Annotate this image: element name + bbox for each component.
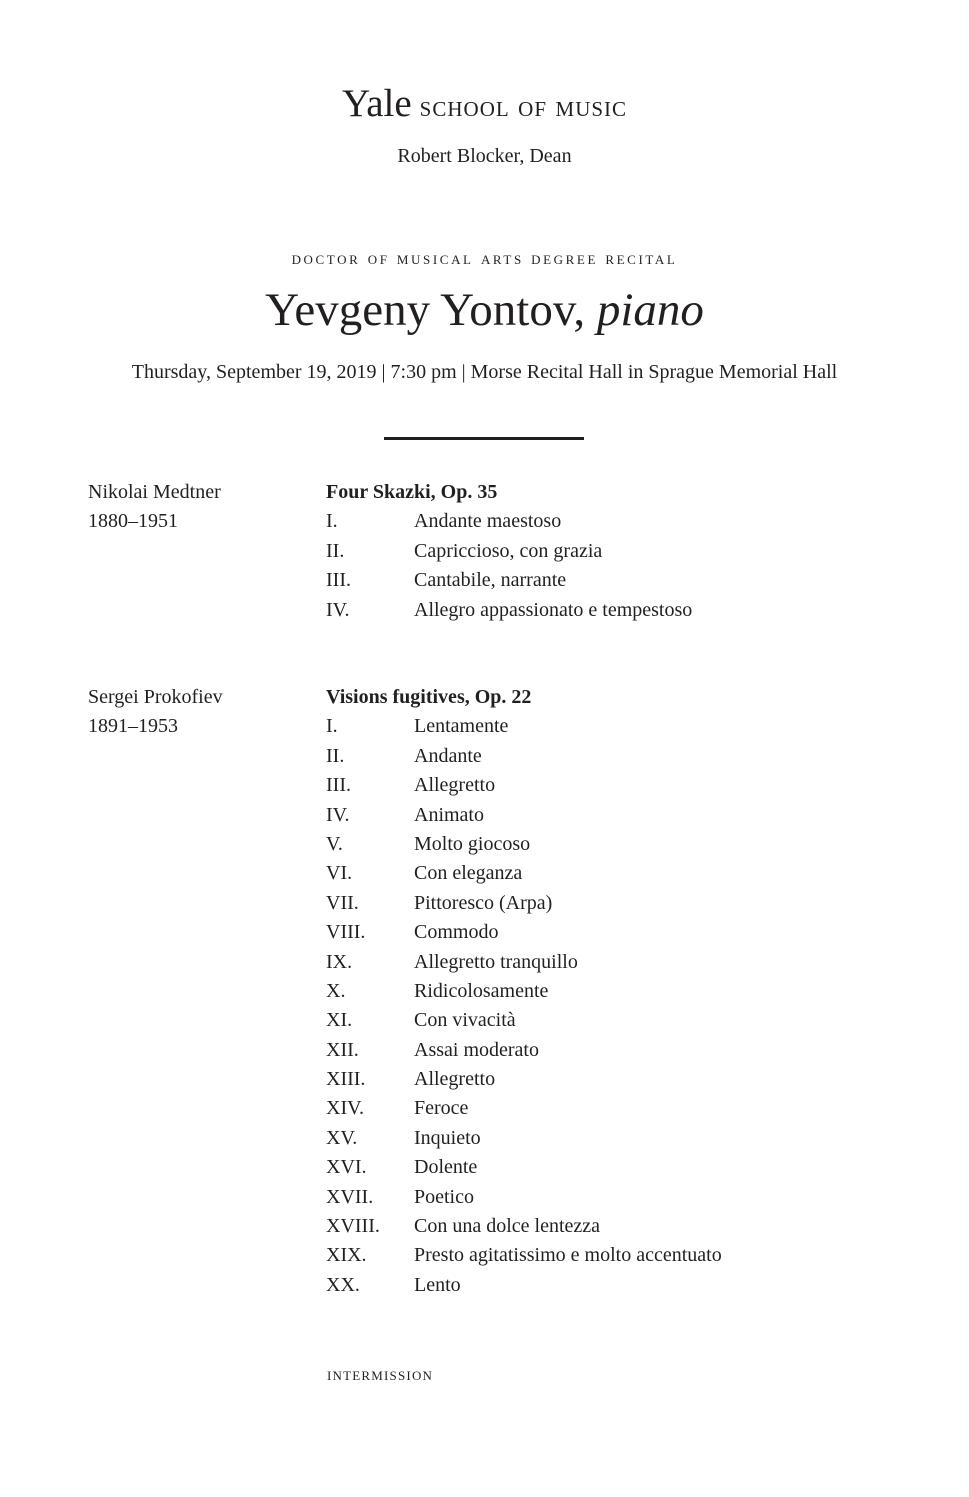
work-title: Visions fugitives, Op. 22 bbox=[326, 686, 532, 708]
movement-number: V. bbox=[326, 832, 343, 855]
movement-name: Commodo bbox=[414, 921, 499, 944]
movement-number: IV. bbox=[326, 598, 350, 621]
movement-number: IX. bbox=[326, 950, 353, 973]
movement-name: Dolente bbox=[414, 1156, 478, 1179]
movement-name: Lentamente bbox=[414, 715, 509, 738]
movement-row bbox=[326, 801, 531, 830]
movement-list bbox=[326, 712, 722, 1300]
movement-number: III. bbox=[326, 569, 351, 592]
movement-name: Allegretto bbox=[414, 1068, 496, 1091]
movement-number: XI. bbox=[326, 1009, 353, 1032]
movement-number: XV. bbox=[326, 1126, 358, 1149]
movement-name: Presto agitatissimo e molto accentuato bbox=[414, 1244, 722, 1267]
composer-dates: 1880–1951 bbox=[88, 510, 178, 533]
movement-row bbox=[326, 1065, 531, 1094]
work-block bbox=[326, 478, 693, 625]
movement-row bbox=[326, 977, 549, 1006]
movement-name: Ridicolosamente bbox=[414, 979, 549, 1002]
movement-name: Feroce bbox=[414, 1097, 469, 1120]
movement-row bbox=[326, 1271, 531, 1300]
movement-number: VI. bbox=[326, 862, 353, 885]
movement-number: IV. bbox=[326, 803, 350, 826]
movement-name: Pittoresco (Arpa) bbox=[414, 891, 553, 914]
performer-heading bbox=[0, 282, 969, 338]
movement-name: Con vivacità bbox=[414, 1009, 516, 1032]
movement-name: Allegro appassionato e tempestoso bbox=[414, 598, 693, 621]
movement-number: II. bbox=[326, 539, 345, 562]
movement-number: XIX. bbox=[326, 1244, 367, 1267]
movement-number: XIII. bbox=[326, 1068, 366, 1091]
movement-number: I. bbox=[326, 510, 338, 533]
movement-number: II. bbox=[326, 744, 345, 767]
movement-row bbox=[326, 712, 531, 741]
movement-row bbox=[326, 1183, 531, 1212]
composer-block bbox=[88, 683, 223, 742]
movement-row bbox=[326, 1153, 531, 1182]
movement-number: X. bbox=[326, 979, 346, 1002]
performer-name: Yevgeny Yontov, bbox=[265, 284, 586, 336]
movement-name: Allegretto tranquillo bbox=[414, 950, 578, 973]
event-info: Thursday, September 19, 2019 | 7:30 pm | Morse Recital Hall in Sprague Memorial Hall bbox=[131, 361, 838, 383]
recital-type: doctor of musical arts degree recital bbox=[291, 248, 678, 269]
composer-name: Nikolai Medtner bbox=[88, 481, 221, 503]
movement-row bbox=[326, 1094, 531, 1123]
movement-name: Poetico bbox=[414, 1185, 474, 1208]
movement-row bbox=[326, 1006, 531, 1035]
movement-name: Animato bbox=[414, 803, 484, 826]
movement-name: Lento bbox=[414, 1273, 461, 1296]
movement-name: Molto giocoso bbox=[414, 832, 531, 855]
movement-number: VIII. bbox=[326, 921, 366, 944]
movement-row bbox=[326, 507, 562, 536]
school-logo bbox=[0, 82, 969, 129]
movement-number: XVI. bbox=[326, 1156, 367, 1179]
logo-yale: Yale bbox=[341, 82, 412, 125]
movement-name: Inquieto bbox=[414, 1126, 481, 1149]
movement-row bbox=[326, 742, 531, 771]
composer-name: Sergei Prokofiev bbox=[88, 686, 223, 708]
movement-number: VII. bbox=[326, 891, 359, 914]
movement-name: Assai moderato bbox=[414, 1038, 539, 1061]
movement-row bbox=[326, 1212, 601, 1241]
movement-name: Andante bbox=[414, 744, 482, 767]
movement-name: Con una dolce lentezza bbox=[414, 1215, 601, 1238]
movement-row bbox=[326, 596, 693, 625]
performer-instrument: piano bbox=[596, 284, 704, 336]
movement-number: I. bbox=[326, 715, 338, 738]
divider-rule bbox=[384, 437, 584, 440]
composer-dates: 1891–1953 bbox=[88, 715, 178, 738]
movement-number: XII. bbox=[326, 1038, 359, 1061]
movement-row bbox=[326, 859, 531, 888]
intermission-label: intermission bbox=[327, 1364, 434, 1385]
movement-number: XIV. bbox=[326, 1097, 364, 1120]
movement-row bbox=[326, 830, 531, 859]
movement-row bbox=[326, 1124, 531, 1153]
movement-name: Allegretto bbox=[414, 774, 496, 797]
movement-name: Andante maestoso bbox=[414, 510, 562, 533]
dean-line: Robert Blocker, Dean bbox=[397, 145, 572, 167]
movement-name: Capriccioso, con grazia bbox=[414, 539, 603, 562]
movement-row bbox=[326, 1241, 722, 1270]
movement-number: XX. bbox=[326, 1273, 360, 1296]
movement-row bbox=[326, 918, 531, 947]
movement-number: XVIII. bbox=[326, 1215, 380, 1238]
movement-row bbox=[326, 889, 553, 918]
movement-row bbox=[326, 566, 567, 595]
movement-list bbox=[326, 507, 693, 625]
movement-row bbox=[326, 1036, 539, 1065]
movement-name: Cantabile, narrante bbox=[414, 569, 567, 592]
movement-row bbox=[326, 948, 578, 977]
work-block bbox=[326, 683, 722, 1300]
work-title: Four Skazki, Op. 35 bbox=[326, 481, 498, 503]
logo-school-of-music: school of music bbox=[419, 90, 628, 123]
movement-number: XVII. bbox=[326, 1185, 374, 1208]
movement-number: III. bbox=[326, 774, 351, 797]
composer-block bbox=[88, 478, 221, 537]
movement-row bbox=[326, 537, 603, 566]
movement-name: Con eleganza bbox=[414, 862, 523, 885]
movement-row bbox=[326, 771, 531, 800]
